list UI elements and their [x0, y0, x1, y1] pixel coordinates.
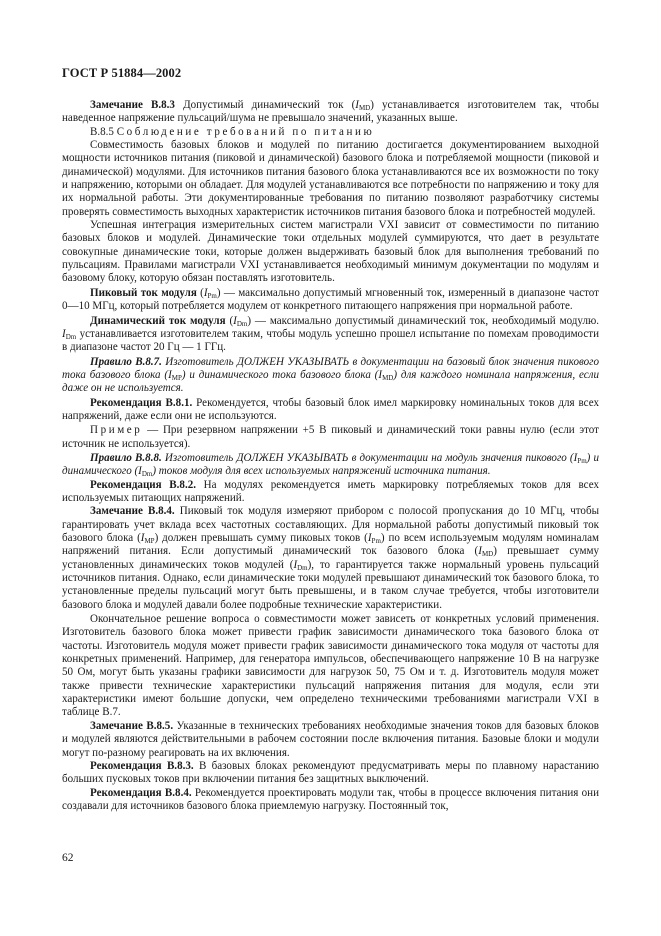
subscript: Dm — [141, 470, 153, 479]
subscript: MP — [144, 537, 155, 545]
text-run: Указанные в технических требованиях необходимые значения токов для базовых блоков и модулей являются действительными в рабочем состоянии после включения питания. Базовые блоки и модули могут по-разному реагировать на их включения. — [62, 719, 599, 759]
styled-run: I — [355, 99, 359, 111]
styled-run: Правило В.8.7. — [90, 355, 162, 368]
note-b-8-4 — [62, 505, 599, 612]
text-run: — При резервном напряжении +5 В пиковый и динамический токи равны нулю (если этот источник не используется). — [62, 424, 599, 450]
styled-run: Пример — [90, 424, 143, 437]
text-run: ) превышает сумму установленных динамических токов модулей ( — [62, 545, 599, 571]
subscript: Pm — [577, 456, 587, 465]
subscript: MD — [382, 373, 394, 382]
document-header: ГОСТ Р 51884—2002 — [62, 66, 182, 80]
styled-run: ) токов модуля для всех используемых напряжений источника питания. — [152, 465, 491, 478]
styled-run: I — [573, 451, 578, 464]
styled-run: I — [62, 327, 66, 340]
subscript: Pm — [371, 537, 381, 545]
text-run: ) — максимально допустимый динамический ток, необходимый модулю. — [247, 314, 599, 327]
text-run: Рекомендуется, чтобы базовый блок имел маркировку номинальных токов для всех напряжений, даже если они не используются. — [62, 396, 599, 422]
text-run: устанавливается изготовителем таким, чтобы модуль успешно прошел испытание по помехам проводимости в диапазоне частот 20 Гц — 1 ГГц. — [62, 327, 599, 354]
subscript: Pm — [207, 291, 217, 300]
styled-run: Правило В.8.8. — [90, 451, 162, 464]
text-run: ( — [225, 314, 234, 327]
styled-run: I — [233, 314, 237, 327]
styled-run: Замечание В.8.3 — [90, 99, 175, 111]
rule-b-8-7 — [62, 356, 599, 396]
subscript: Dm — [65, 332, 77, 341]
styled-run: Рекомендация В.8.1. — [90, 396, 193, 409]
text-run: Окончательное решение вопроса о совместимости может зависеть от конкретных условий применения. Изготовитель базового блока может привести график зависимости динамического тока базового блока от частоты. Изготовитель модуля может привести график зависимости динамического тока модуля от частоты для конкретных применений. Например, для генератора импульсов, обеспечивающего напряжение 10 В на нагрузке 50 Ом, могут быть указаны графики зависимости для нагрузок 50, 75 Ом и т. д. Изготовитель модуля может также привести технические характеристики пульсаций напряжения питания для модуля, если эти характеристики имеют большие допуски, чем определено техническими требованиями магистрали VXI в таблице В.7. — [62, 613, 599, 719]
styled-run: Изготовитель ДОЛЖЕН УКАЗЫВАТЬ в документации на базовый блок значения пикового тока базового блока ( — [62, 355, 599, 381]
styled-run: I — [293, 558, 298, 571]
paragraph — [62, 219, 599, 286]
definition-peak-current — [62, 287, 599, 314]
paragraph — [62, 613, 599, 720]
document-page — [62, 66, 599, 813]
text-run: ) по всем используемым модулям номиналам напряжений питания. Если допустимый динамический ток базового блока ( — [62, 532, 599, 558]
styled-run: I — [478, 545, 482, 558]
styled-run: Замечание В.8.5. — [90, 719, 174, 732]
styled-run: Пиковый ток модуля — [90, 286, 197, 299]
styled-run: I — [138, 465, 142, 478]
styled-run: I — [203, 286, 208, 299]
section-b-8-5-heading — [62, 126, 599, 139]
paragraph — [62, 139, 599, 219]
recommendation-b-8-1 — [62, 397, 599, 424]
text-run: Рекомендуется проектировать модули так, чтобы в процессе включения питания они создавали для источников базового блока приемлемую нагрузку. Постоянный ток, — [62, 786, 599, 812]
subscript: MP — [171, 373, 182, 382]
subscript: MD — [481, 550, 494, 559]
styled-run: ) и динамического ( — [62, 451, 599, 478]
note-b-8-3 — [62, 99, 599, 126]
text-run: В базовых блоках рекомендуют предусматривать меры по плавному нарастанию больших пусковых токов при включении питания без защитных выключений. — [62, 759, 599, 786]
recommendation-b-8-3 — [62, 760, 599, 787]
styled-run: ) и динамического тока базового блока ( — [181, 368, 379, 381]
styled-run: Рекомендация В.8.2. — [90, 478, 196, 491]
styled-run: I — [168, 368, 172, 381]
recommendation-b-8-4 — [62, 787, 599, 814]
text-run: На модулях рекомендуется иметь маркировку потребляемых токов для всех используемых питающих напряжений. — [62, 478, 599, 504]
note-b-8-5 — [62, 720, 599, 760]
styled-run: I — [367, 532, 372, 544]
subscript: MD — [358, 104, 371, 112]
styled-run: Изготовитель ДОЛЖЕН УКАЗЫВАТЬ в документации на модуль значения пикового ( — [161, 451, 574, 464]
subscript: Dm — [236, 319, 248, 328]
styled-run: Рекомендация В.8.4. — [90, 786, 192, 799]
text-run: Успешная интеграция измерительных систем магистрали VXI зависит от совместимости по питанию базовых блоков и модулей. Динамические токи отдельных модулей суммируются, что дает в результате совокупные динамические токи, которые должен выдерживать базовый блок для выполнения требований по пульсациям. Правилами магистрали VXI устанавливается необходимый минимум документации по модулям и базовому блоку, которую обязан поставлять изготовитель. — [62, 219, 599, 285]
styled-run: Замечание В.8.4. — [90, 505, 175, 518]
text-run: Пиковый ток модуля измеряют прибором с полосой пропускания до 10 МГц, чтобы гарантировать учет вклада всех частотных составляющих. Для нормальной работы допустимый пиковый ток базового блока ( — [62, 505, 599, 544]
subscript: Dm — [297, 563, 308, 572]
text-run: Совместимость базовых блоков и модулей по питанию достигается документированием выходной мощности источников питания (пиковой и динамической) базового блока и потребляемой мощности (пиковой и динамической) модулями. Для источников питания базового блока устанавливаются все их возможности по току и напряжению, которыми он обладает. Для модулей устанавливаются все потребности по напряжению и току для их нормальной работы. Эти документированные требования по питанию позволяют разработчику системы проверять совместимость выходных характеристик источников питания базового блока и потребностей модулей. — [62, 139, 599, 218]
text-run: В.8.5 — [90, 125, 117, 138]
text-run: ) должен превышать сумму пиковых токов ( — [154, 532, 368, 544]
definition-dynamic-current — [62, 315, 599, 355]
text-run: ) — максимально допустимый мгновенный ток, измеренный в диапазоне частот 0—10 МГц, который потребляется модулем от конкретного питающего напряжения при нормальной работе. — [62, 286, 600, 313]
styled-run: Рекомендация В.8.3. — [90, 759, 194, 772]
styled-run: Динамический ток модуля — [90, 314, 226, 327]
styled-run: Соблюдение требований по питанию — [116, 125, 375, 138]
text-run: Допустимый динамический ток ( — [174, 99, 356, 111]
document-body — [62, 99, 599, 813]
styled-run: I — [140, 532, 145, 544]
styled-run: ) для каждого номинала напряжения, если даже он не используется. — [62, 368, 599, 395]
recommendation-b-8-2 — [62, 479, 599, 506]
example — [62, 424, 599, 451]
page-number: 62 — [62, 852, 74, 864]
text-run: ( — [196, 286, 204, 299]
text-run: ) устанавливается изготовителем так, чтобы наведенное напряжение пульсаций/шума не превышало значений, указанных выше. — [62, 99, 599, 125]
styled-run: I — [378, 368, 383, 381]
text-run: ), то гарантируется также нормальный уровень пульсаций источников питания. Однако, если динамические токи модулей превышают динамический ток базового блока, то установленные пределы пульсаций могут быть превышены, и в таком случае требуется, чтобы изготовители базового блока и модулей давали более подробные технические характеристики. — [62, 558, 599, 611]
rule-b-8-8 — [62, 452, 599, 479]
